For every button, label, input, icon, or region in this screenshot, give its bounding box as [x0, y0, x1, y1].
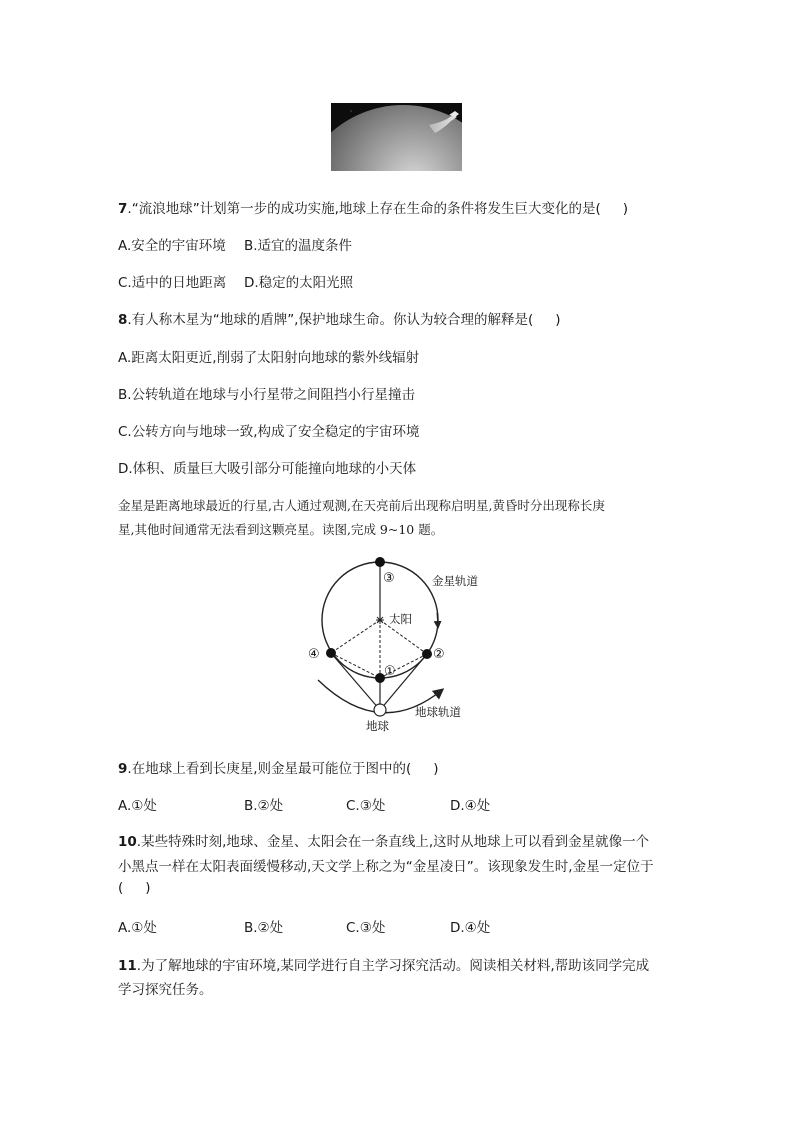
question-stem: .有人称木星为“地球的盾牌”,保护地球生命。你认为较合理的解释是(: [127, 312, 534, 328]
option-b[interactable]: B.②处: [244, 920, 284, 936]
question-number: 7: [118, 201, 128, 217]
venus-position-2: [422, 649, 432, 659]
option-d[interactable]: D.体积、质量巨大吸引部分可能撞向地球的小天体: [118, 461, 417, 477]
earth-circle: [374, 704, 386, 716]
label-venus-orbit: 金星轨道: [432, 574, 478, 588]
sight-line-earth-4: [331, 653, 380, 710]
sun-icon: [376, 616, 384, 624]
option-a[interactable]: A.①处: [118, 798, 157, 814]
venus-position-3: [375, 557, 385, 567]
dashed-line-sun-4: [331, 620, 380, 653]
question-number: 10: [118, 834, 137, 850]
option-d[interactable]: D.④处: [450, 798, 491, 814]
dashed-line-4-1: [331, 653, 380, 678]
question-number: 11: [118, 958, 137, 974]
question-10-answer-parens: ( ): [118, 880, 151, 896]
sight-line-earth-2: [380, 654, 427, 710]
question-number: 9: [118, 761, 128, 777]
option-c[interactable]: C.③处: [346, 798, 386, 814]
label-pos1: ①: [384, 664, 396, 679]
question-9: [118, 757, 439, 777]
option-c[interactable]: C.③处: [346, 920, 386, 936]
question-close-paren: ): [433, 761, 439, 777]
option-b[interactable]: B.②处: [244, 798, 284, 814]
option-b[interactable]: B.公转轨道在地球与小行星带之间阻挡小行星撞击: [118, 387, 416, 403]
question-close-paren: ): [555, 312, 561, 328]
option-c[interactable]: C.公转方向与地球一致,构成了安全稳定的宇宙环境: [118, 424, 420, 440]
option-d[interactable]: D.④处: [450, 920, 491, 936]
venus-orbit-diagram: [300, 555, 500, 740]
question-11-line-1: [118, 954, 649, 974]
question-10-line-1: [118, 830, 649, 850]
question-stem: .为了解地球的宇宙环境,某同学进行自主学习探究活动。阅读相关材料,帮助该同学完成: [136, 958, 650, 974]
option-a[interactable]: A.①处: [118, 920, 157, 936]
option-b[interactable]: B.适宜的温度条件: [244, 238, 353, 254]
question-7: [118, 197, 628, 217]
earth-jet-photo: [331, 103, 462, 171]
label-sun: 太阳: [389, 612, 412, 626]
question-11-line-2: 学习探究任务。: [118, 982, 213, 998]
question-8: [118, 308, 561, 328]
option-d[interactable]: D.稳定的太阳光照: [244, 275, 354, 291]
label-earth-orbit: 地球轨道: [415, 705, 461, 719]
question-stem: .在地球上看到长庚星,则金星最可能位于图中的(: [127, 761, 412, 777]
reading-passage-line-2: 星,其他时间通常无法看到这颗亮星。读图,完成 9~10 题。: [118, 522, 444, 537]
venus-position-4: [326, 648, 336, 658]
option-a[interactable]: A.距离太阳更近,削弱了太阳射向地球的紫外线辐射: [118, 350, 420, 366]
label-pos3: ③: [383, 571, 395, 586]
question-close-paren: ): [622, 201, 629, 217]
label-earth: 地球: [366, 719, 389, 733]
question-stem: .某些特殊时刻,地球、金星、太阳会在一条直线上,这时从地球上可以看到金星就像一个: [136, 834, 650, 850]
option-a[interactable]: A.安全的宇宙环境: [118, 238, 226, 254]
question-number: 8: [118, 312, 128, 328]
question-stem: .“流浪地球”计划第一步的成功实施,地球上存在生命的条件将发生巨大变化的是(: [127, 201, 601, 217]
label-pos4: ④: [308, 647, 320, 662]
question-10-line-2: 小黑点一样在太阳表面缓慢移动,天文学上称之为“金星凌日”。该现象发生时,金星一定位于: [118, 859, 654, 875]
option-c[interactable]: C.适中的日地距离: [118, 275, 227, 291]
label-pos2: ②: [433, 647, 445, 662]
reading-passage-line-1: 金星是距离地球最近的行星,古人通过观测,在天亮前后出现称启明星,黄昏时分出现称长庚: [118, 498, 605, 513]
